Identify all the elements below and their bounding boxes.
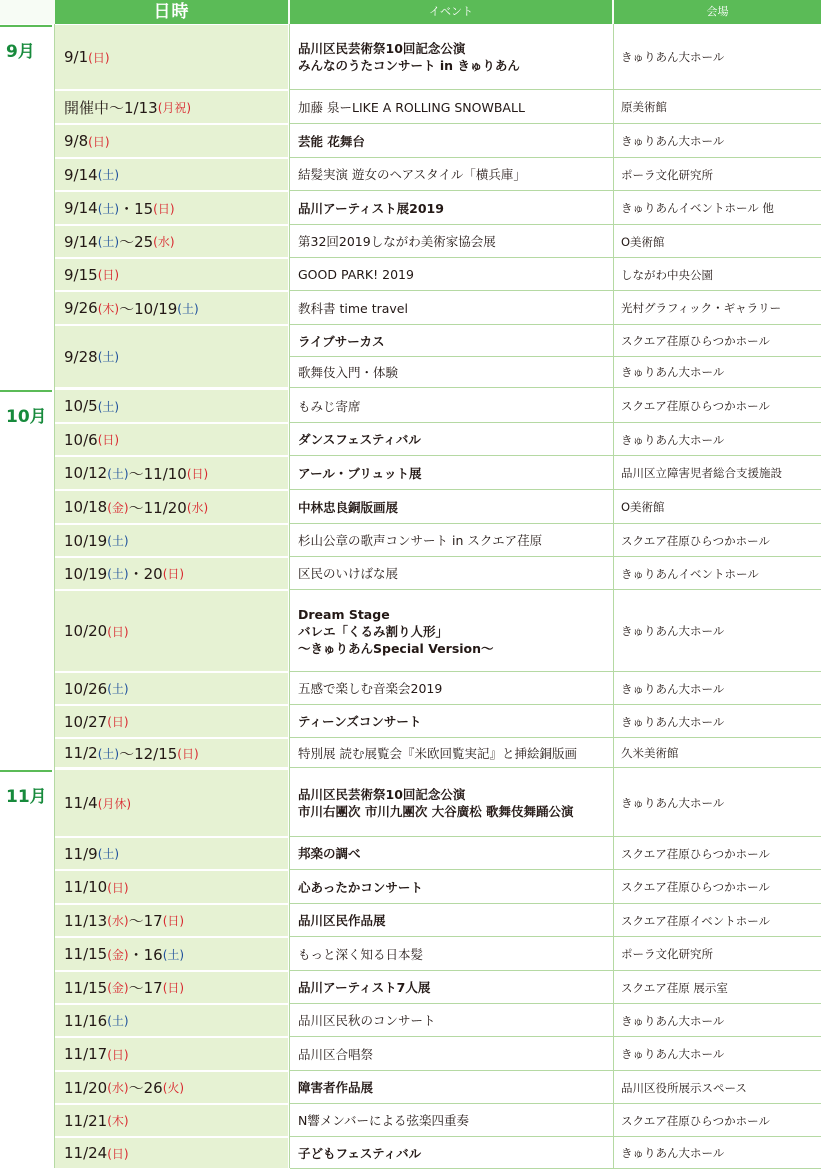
event-venue: O美術館 xyxy=(621,500,665,514)
row-divider xyxy=(290,1168,821,1169)
row-divider xyxy=(290,489,821,490)
month-text: 10月 xyxy=(6,407,47,427)
event-venue: スクエア荏原ひらつかホール xyxy=(621,880,770,894)
row-divider xyxy=(290,356,821,357)
event-name xyxy=(290,525,612,556)
event-date: 11/15 (金) ・16 (土) xyxy=(55,938,288,970)
header-date: 日時 xyxy=(55,0,288,24)
table-row xyxy=(55,125,821,157)
event-venue: きゅりあん大ホール xyxy=(621,796,725,810)
event-name-text: N響メンバーによる弦楽四重奏 xyxy=(298,1113,469,1128)
event-date: 10/19 (土) ・20 (日) xyxy=(55,558,288,589)
event-venue: きゅりあん大ホール xyxy=(621,681,725,696)
event-name-text: 邦楽の調べ xyxy=(298,846,361,861)
event-name-text: 五感で楽しむ音楽会2019 xyxy=(298,681,443,696)
table-row xyxy=(55,558,821,589)
row-divider xyxy=(290,89,821,90)
event-name xyxy=(290,226,612,257)
event-venue: ポーラ文化研究所 xyxy=(621,947,713,961)
table-row xyxy=(55,1138,821,1168)
row-divider xyxy=(290,671,821,672)
event-venue: 光村グラフィック・ギャラリー xyxy=(621,301,782,315)
event-venue: スクエア荏原ひらつかホール xyxy=(621,1113,770,1128)
event-date: 9/14 (土) xyxy=(55,159,288,190)
table-row xyxy=(55,871,821,903)
event-date: 11/17 (日) xyxy=(55,1038,288,1070)
event-name xyxy=(290,1005,612,1036)
event-venue: きゅりあんイベントホール 他 xyxy=(621,201,774,215)
event-name xyxy=(290,1105,612,1136)
event-name xyxy=(290,1138,612,1168)
event-date: 9/14 (土) ・15 (日) xyxy=(55,192,288,224)
event-venue: きゅりあんイベントホール xyxy=(621,566,759,581)
event-name-text: 加藤 泉ーLIKE A ROLLING SNOWBALL xyxy=(298,99,525,115)
table-row xyxy=(55,838,821,869)
table-row xyxy=(55,91,821,123)
row-divider xyxy=(290,455,821,456)
event-name xyxy=(290,905,612,936)
event-date: 11/24 (日) xyxy=(55,1138,288,1168)
row-divider xyxy=(290,936,821,937)
event-date: 9/1 (日) xyxy=(55,25,288,89)
row-divider xyxy=(290,157,821,158)
event-name xyxy=(290,159,612,190)
event-name xyxy=(290,591,612,671)
table-row xyxy=(55,1072,821,1103)
event-name xyxy=(290,326,612,356)
event-date: 11/21 (木) xyxy=(55,1105,288,1136)
event-name-text: 特別展 読む展覧会『米欧回覧実記』と挿絵銅版画 xyxy=(298,745,577,761)
month-text: 11月 xyxy=(6,787,47,807)
event-name-text: 中林忠良銅版画展 xyxy=(298,499,399,515)
table-row xyxy=(55,192,821,224)
event-name-text: もっと深く知る日本髪 xyxy=(298,946,424,962)
row-divider xyxy=(290,1103,821,1104)
row-divider xyxy=(290,704,821,705)
row-divider xyxy=(290,737,821,738)
event-venue: スクエア荏原ひらつかホール xyxy=(621,334,770,348)
event-venue: 原美術館 xyxy=(621,100,667,114)
row-divider xyxy=(290,869,821,870)
event-name xyxy=(290,871,612,903)
event-venue: スクエア荏原ひらつかホール xyxy=(621,846,770,861)
event-name xyxy=(290,972,612,1003)
event-date: 11/9 (土) xyxy=(55,838,288,869)
event-date: 10/26 (土) xyxy=(55,673,288,704)
row-divider xyxy=(290,1070,821,1071)
event-name xyxy=(290,292,612,324)
event-name-text: もみじ寄席 xyxy=(298,398,361,414)
row-divider xyxy=(290,257,821,258)
table-row xyxy=(55,905,821,936)
event-name-text: ライブサーカス xyxy=(298,333,385,349)
event-date: 9/26 (木) 〜10/19 (土) xyxy=(55,292,288,324)
event-name xyxy=(290,938,612,970)
table-row xyxy=(55,1005,821,1036)
event-name-text: 障害者作品展 xyxy=(298,1080,374,1095)
row-divider xyxy=(290,523,821,524)
event-venue: きゅりあん大ホール xyxy=(621,432,725,447)
event-name-text: ティーンズコンサート xyxy=(298,714,422,729)
event-name-text: 教科書 time travel xyxy=(298,300,408,316)
event-name-text: 結髪実演 遊女のヘアスタイル「横兵庫」 xyxy=(298,167,526,182)
event-name xyxy=(290,838,612,869)
event-date: 11/20 (水) 〜26 (火) xyxy=(55,1072,288,1103)
table-row xyxy=(55,292,821,324)
event-date: 9/15 (日) xyxy=(55,259,288,290)
event-name-text: 心あったかコンサート xyxy=(298,879,423,895)
event-venue: きゅりあん大ホール xyxy=(621,1013,725,1028)
event-name xyxy=(290,25,612,89)
event-date: 10/12 (土) 〜11/10 (日) xyxy=(55,457,288,489)
event-venue: スクエア荏原ひらつかホール xyxy=(621,533,770,548)
event-name-text: 品川区民作品展 xyxy=(298,913,386,928)
row-divider xyxy=(290,767,821,768)
event-venue: スクエア荏原イベントホール xyxy=(621,913,771,928)
event-name-text: 子どもフェスティバル xyxy=(298,1145,422,1161)
table-row xyxy=(55,972,821,1003)
event-name-text: 品川アーティスト7人展 xyxy=(298,980,431,995)
event-venue: きゅりあん大ホール xyxy=(621,624,725,638)
row-divider xyxy=(290,556,821,557)
event-venue: きゅりあん大ホール xyxy=(621,365,725,379)
table-row xyxy=(55,457,821,489)
event-name xyxy=(290,491,612,523)
table-row xyxy=(55,673,821,704)
table-row xyxy=(55,938,821,970)
event-date: 10/19 (土) xyxy=(55,525,288,556)
event-name-text: 品川区民芸術祭10回記念公演 市川右團次 市川九團次 大谷廣松 歌舞伎舞踊公演 xyxy=(298,787,574,819)
event-venue: しながわ中央公園 xyxy=(621,267,713,282)
event-name-text: 杉山公章の歌声コンサート in スクエア荏原 xyxy=(298,533,543,548)
row-divider xyxy=(290,970,821,971)
column-divider xyxy=(613,24,614,1168)
event-date: 10/27 (日) xyxy=(55,706,288,737)
event-name-text: Dream Stage バレエ「くるみ割り人形」 〜きゅりあんSpecial Version〜 xyxy=(298,606,494,656)
table-row xyxy=(55,770,821,836)
table-row xyxy=(55,424,821,455)
event-name xyxy=(290,1038,612,1070)
event-date: 9/14 (土) 〜25 (水) xyxy=(55,226,288,257)
table-row xyxy=(55,1105,821,1136)
event-venue: きゅりあん大ホール xyxy=(621,50,725,64)
event-date: 11/2 (土) 〜12/15 (日) xyxy=(55,739,288,767)
header-venue: 会場 xyxy=(614,0,821,24)
row-divider xyxy=(290,190,821,191)
event-venue: きゅりあん大ホール xyxy=(621,1146,725,1160)
event-name xyxy=(290,558,612,589)
event-name-text: アール・ブリュット展 xyxy=(298,465,422,481)
row-divider xyxy=(290,422,821,423)
table-row xyxy=(55,739,821,767)
event-date: 9/28 (土) xyxy=(55,326,288,387)
event-venue: スクエア荏原 展示室 xyxy=(621,980,728,995)
event-name xyxy=(290,673,612,704)
event-date: 10/6 (日) xyxy=(55,424,288,455)
event-venue: ポーラ文化研究所 xyxy=(621,167,713,182)
row-divider xyxy=(290,387,821,388)
event-date: 開催中〜1/13 (月祝) xyxy=(55,91,288,123)
event-venue: 久米美術館 xyxy=(621,746,679,760)
event-date: 10/18 (金) 〜11/20 (水) xyxy=(55,491,288,523)
event-name-text: 区民のいけばな展 xyxy=(298,566,399,581)
table-row xyxy=(55,159,821,190)
row-divider xyxy=(290,290,821,291)
event-date: 11/16 (土) xyxy=(55,1005,288,1036)
event-venue: O美術館 xyxy=(621,234,665,249)
row-divider xyxy=(290,836,821,837)
row-divider xyxy=(290,903,821,904)
table-row xyxy=(55,525,821,556)
row-divider xyxy=(290,224,821,225)
header-event: イベント xyxy=(290,0,612,24)
table-row xyxy=(55,25,821,89)
table-row xyxy=(55,226,821,257)
event-name-text: 品川区民芸術祭10回記念公演 みんなのうたコンサート in きゅりあん xyxy=(298,41,520,73)
event-name xyxy=(290,390,612,422)
row-divider xyxy=(290,1003,821,1004)
event-name xyxy=(290,739,612,767)
column-divider xyxy=(289,24,290,1168)
event-date: 9/8 (日) xyxy=(55,125,288,157)
row-divider xyxy=(290,1136,821,1137)
month-label xyxy=(0,390,52,769)
event-name xyxy=(290,1072,612,1103)
row-divider xyxy=(290,589,821,590)
event-venue: 品川区立障害児者総合支援施設 xyxy=(621,466,782,480)
event-name-text: 品川区合唱祭 xyxy=(298,1046,374,1062)
event-date: 10/20 (日) xyxy=(55,591,288,671)
event-name-text: ダンスフェスティバル xyxy=(298,432,421,447)
event-name xyxy=(290,259,612,290)
event-venue: きゅりあん大ホール xyxy=(621,714,725,729)
event-name xyxy=(290,770,612,836)
event-name xyxy=(290,457,612,489)
event-name: 歌舞伎入門・体験 xyxy=(298,365,399,380)
event-name-text: 第32回2019しながわ美術家協会展 xyxy=(298,234,496,249)
event-name xyxy=(290,192,612,224)
event-date: 11/4 (月休) xyxy=(55,770,288,836)
event-name xyxy=(290,706,612,737)
table-row xyxy=(55,259,821,290)
event-date: 11/13 (水) 〜17 (日) xyxy=(55,905,288,936)
month-label xyxy=(0,25,52,389)
row-divider xyxy=(290,324,821,325)
table-row xyxy=(55,491,821,523)
event-venue: きゅりあん大ホール xyxy=(621,134,725,148)
table-row xyxy=(55,1038,821,1070)
month-label xyxy=(0,770,52,1170)
event-date: 10/5 (土) xyxy=(55,390,288,422)
event-name xyxy=(290,424,612,455)
event-date: 11/10 (日) xyxy=(55,871,288,903)
event-name-text: 品川区民秋のコンサート xyxy=(298,1013,436,1028)
row-divider xyxy=(290,1036,821,1037)
event-venue: スクエア荏原ひらつかホール xyxy=(621,399,770,413)
event-venue: 品川区役所展示スペース xyxy=(621,1080,747,1095)
event-date: 11/15 (金) 〜17 (日) xyxy=(55,972,288,1003)
row-divider xyxy=(290,123,821,124)
month-text: 9月 xyxy=(6,42,35,62)
event-venue: きゅりあん大ホール xyxy=(621,1047,725,1061)
table-row xyxy=(55,706,821,737)
event-name-text: GOOD PARK! 2019 xyxy=(298,267,414,282)
event-name-text: 芸能 花舞台 xyxy=(298,133,365,149)
table-row xyxy=(55,591,821,671)
event-name xyxy=(290,91,612,123)
table-header xyxy=(0,0,821,24)
event-name xyxy=(290,125,612,157)
table-row xyxy=(55,390,821,422)
column-divider xyxy=(54,24,55,1168)
event-name-text: 品川アーティスト展2019 xyxy=(298,200,444,216)
